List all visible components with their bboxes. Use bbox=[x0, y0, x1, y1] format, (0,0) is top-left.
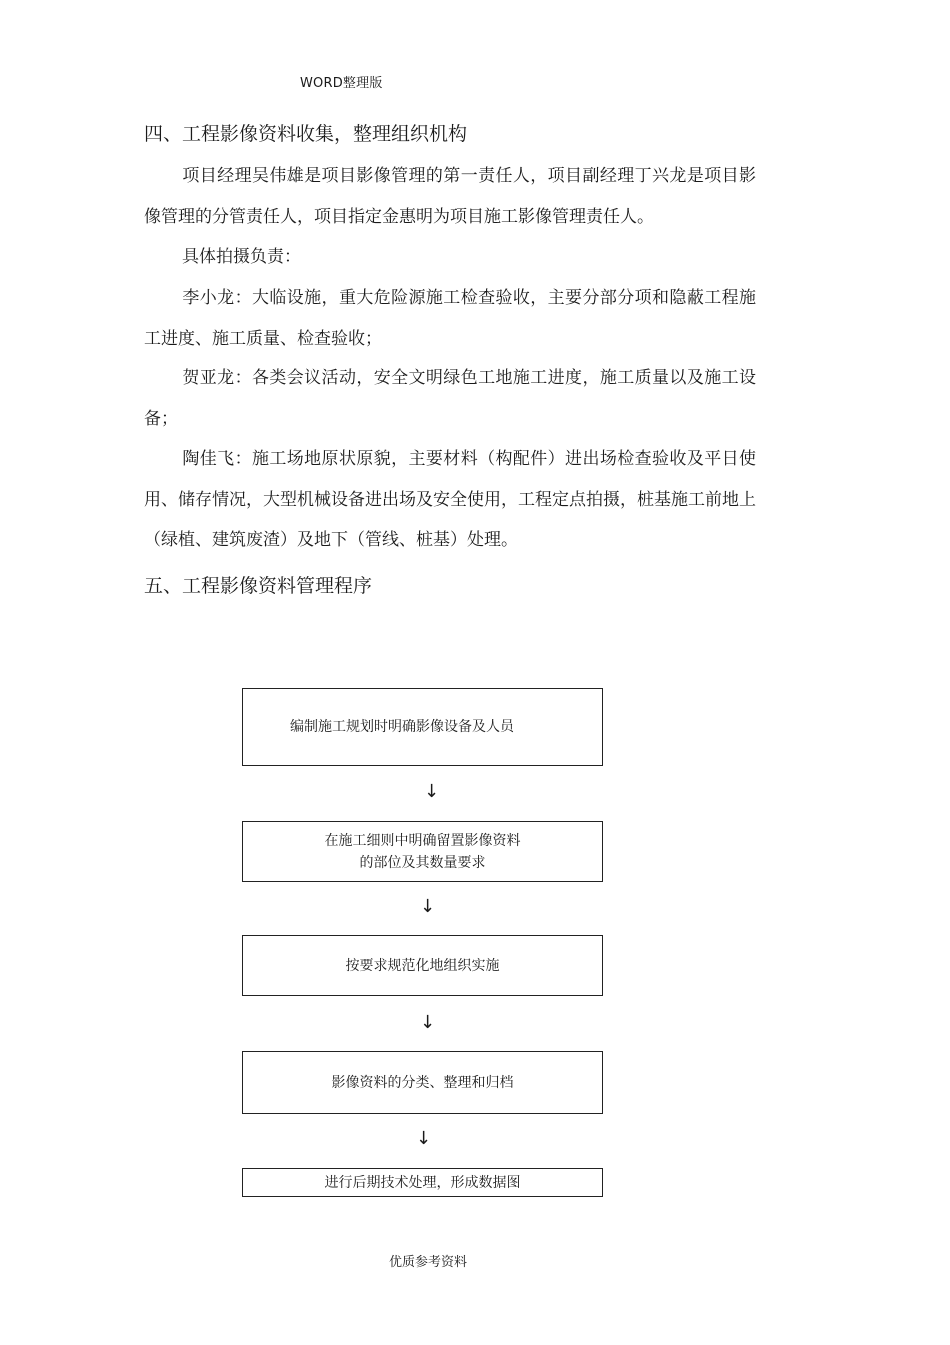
paragraph-li-xiaolong bbox=[144, 278, 756, 359]
flow-step-1 bbox=[242, 688, 603, 766]
section-4-heading: 四、工程影像资料收集，整理组织机构 bbox=[144, 123, 468, 145]
paragraph-responsibility bbox=[144, 156, 756, 237]
flow-step-2 bbox=[242, 821, 603, 882]
paragraph-shooting-intro bbox=[144, 237, 756, 278]
paragraph-text: 贺亚龙：各类会议活动，安全文明绿色工地施工进度，施工质量以及施工设备； bbox=[144, 368, 756, 429]
paragraph-tao-jiafei bbox=[144, 439, 756, 561]
paragraph-text: 项目经理吴伟雄是项目影像管理的第一责任人，项目副经理丁兴龙是项目影像管理的分管责任人，项目指定金惠明为项目施工影像管理责任人。 bbox=[144, 166, 756, 227]
flow-step-text: 的部位及其数量要求 bbox=[359, 854, 486, 871]
flow-step-text: 影像资料的分类、整理和归档 bbox=[331, 1074, 514, 1091]
page-header: WORD整理版 bbox=[300, 76, 383, 91]
paragraph-he-yalong bbox=[144, 358, 756, 439]
flow-step-text: 进行后期技术处理，形成数据图 bbox=[324, 1174, 521, 1191]
paragraph-text: 李小龙：大临设施，重大危险源施工检查验收，主要分部分项和隐蔽工程施工进度、施工质量、检查验收； bbox=[144, 288, 756, 349]
section-5-heading: 五、工程影像资料管理程序 bbox=[144, 575, 373, 597]
down-arrow-icon: ↓ bbox=[424, 781, 440, 802]
flow-step-text: 编制施工规划时明确影像设备及人员 bbox=[290, 719, 514, 735]
paragraph-text: 具体拍摄负责： bbox=[182, 247, 301, 267]
paragraph-text: 陶佳飞：施工场地原状原貌，主要材料（构配件）进出场检查验收及平日使用、储存情况，大型机械设备进出场及安全使用，工程定点拍摄，桩基施工前地上（绿植、建筑废渣）及地下（管线、桩基）处理。 bbox=[144, 449, 756, 550]
flow-step-3 bbox=[242, 935, 603, 996]
down-arrow-icon: ↓ bbox=[420, 896, 436, 917]
flow-step-text: 按要求规范化地组织实施 bbox=[345, 957, 500, 974]
flow-step-text: 在施工细则中明确留置影像资料 bbox=[324, 832, 521, 849]
flow-step-5 bbox=[242, 1168, 603, 1197]
page-footer: 优质参考资料 bbox=[389, 1255, 468, 1270]
flow-step-4 bbox=[242, 1051, 603, 1114]
down-arrow-icon: ↓ bbox=[420, 1012, 436, 1033]
down-arrow-icon: ↓ bbox=[416, 1128, 432, 1149]
